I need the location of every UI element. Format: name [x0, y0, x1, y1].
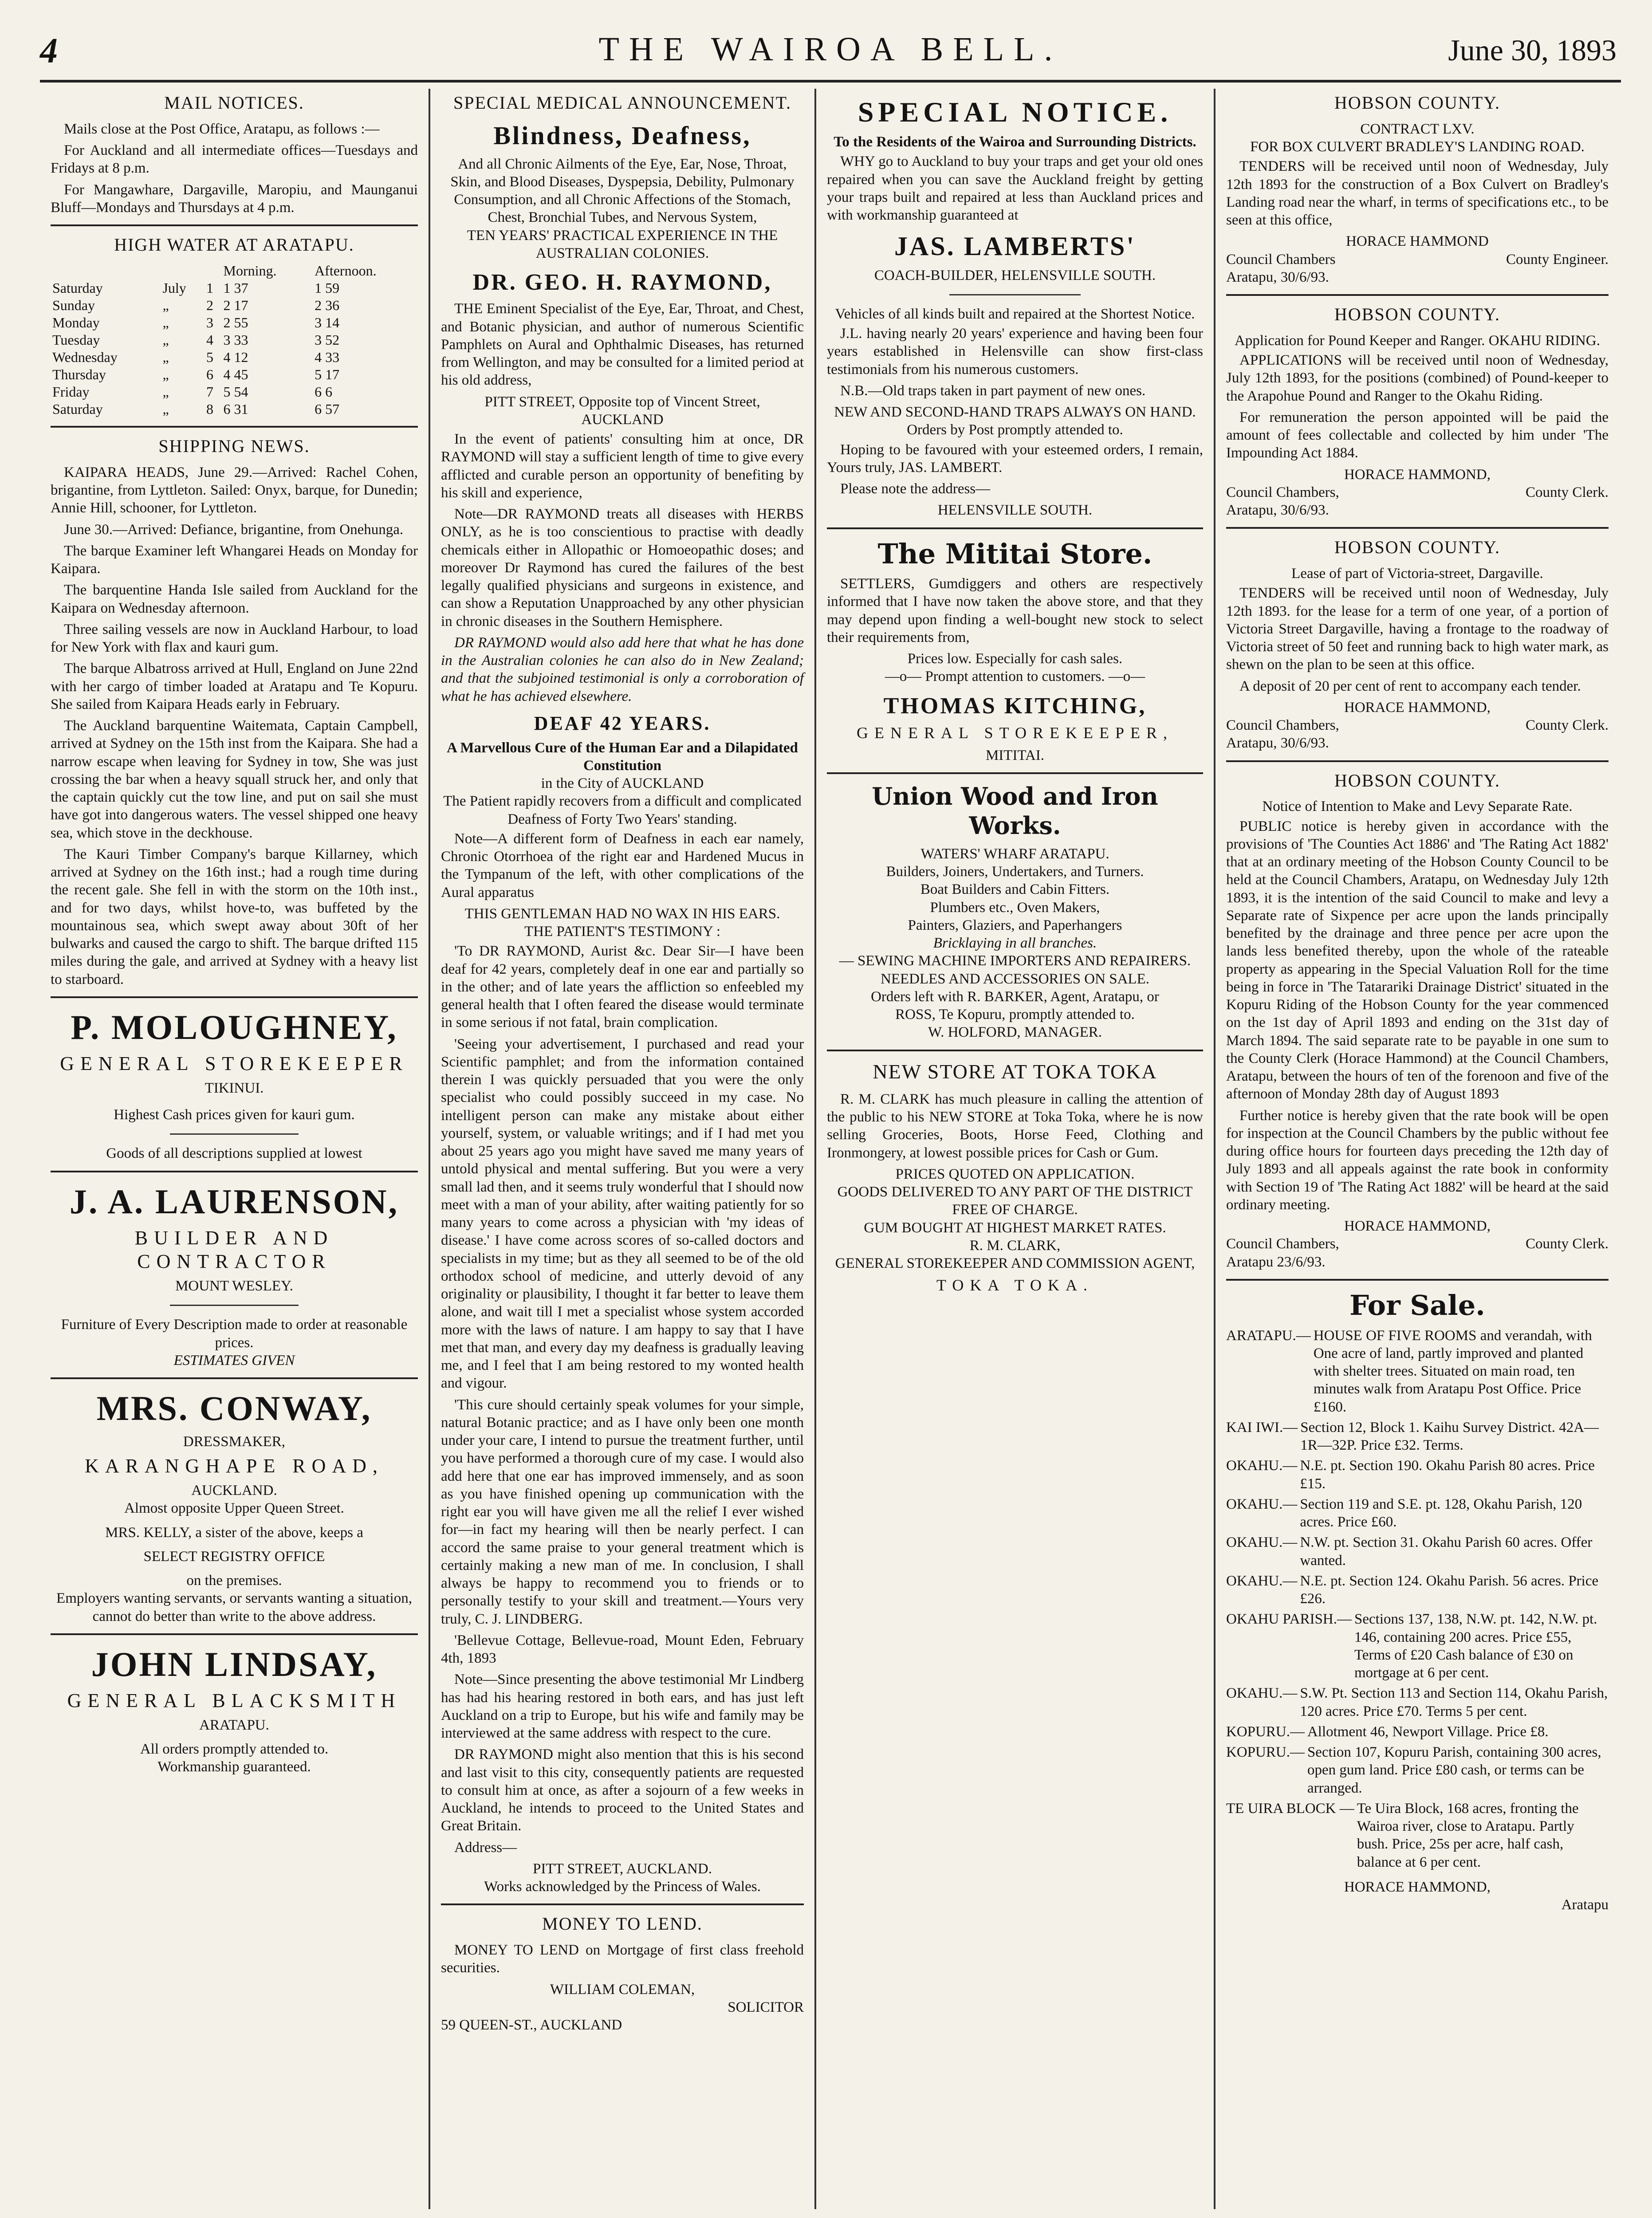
ad-line: on the premises.: [186, 1573, 282, 1589]
tide-month: „: [162, 314, 169, 330]
divider: [827, 1050, 1203, 1051]
columns: [40, 89, 1621, 2209]
shipping-paragraph: Three sailing vessels are now in Auckland Harbour, to load for New York with flax and kauri gum.: [51, 621, 418, 656]
testimony-paragraph: Note—Since presenting the above testimonial Mr Lindberg has had his hearing restored in both ears, and has just left Auckland on a trip to Europe, but his wife and family may be interviewed at the same address with respect to the cure.: [441, 1671, 804, 1742]
union-line: Builders, Joiners, Undertakers, and Turners.: [886, 864, 1144, 880]
divider: [1226, 760, 1609, 762]
county-heading: HOBSON COUNTY.: [1334, 93, 1500, 113]
tide-day: Wednesday: [52, 349, 118, 365]
works-acknowledged: Works acknowledged by the Princess of Wales.: [484, 1879, 761, 1895]
signature-place: Council Chambers,: [1226, 717, 1339, 734]
deaf-subtitle: A Marvellous Cure of the Human Ear and a Dilapidated Constitution: [447, 739, 798, 774]
divider: [1226, 294, 1609, 296]
county-heading: HOBSON COUNTY.: [1334, 304, 1500, 325]
divider: [51, 1377, 418, 1379]
advertiser-trade: BUILDER AND CONTRACTOR: [134, 1227, 334, 1273]
signature-line: [1226, 716, 1609, 734]
tide-header: [51, 262, 418, 279]
tide-am: 2 17: [223, 297, 248, 313]
shipping-paragraph: June 30.—Arrived: Defiance, brigantine, from Onehunga.: [64, 521, 404, 538]
union-line: Plumbers etc., Oven Makers,: [930, 899, 1100, 916]
signature-line: [1226, 251, 1609, 268]
shipping-paragraph: The Auckland barquentine Waitemata, Captain Campbell, arrived at Sydney on the 15th inst from the Kaipara. She had a narrow escape when leaving for Sydney in tow, She was just crossing the bar when a heavy squall struck her, and only that the captain quickly cut the tow line, and put on sail she must have got into dangerous waters. The vessel shipped one heavy sea, which stove in the deckhouse.: [51, 718, 418, 841]
advertiser-trade: DRESSMAKER,: [183, 1434, 286, 1450]
sale-item: [1226, 1572, 1609, 1608]
ad-line: Goods of all descriptions supplied at lowest: [106, 1145, 362, 1162]
sale-place: KAI IWI.—: [1226, 1419, 1298, 1435]
union-wharf: WATERS' WHARF ARATAPU.: [920, 846, 1109, 862]
shipping-news-body: [51, 464, 418, 988]
signatory: HORACE HAMMOND,: [1344, 699, 1491, 716]
testimony-paragraph: 'This cure should certainly speak volumes for your simple, natural Botanic practice; and as I have only been one month under your care, I intend to pursue the treatment further, until you have performed a thorough cure of my case. I would also add here that one ear has improved immensely, and as soon as you have finished opening up communication with the right ear you will have given me all the relief I ever wished for—in fact my hearing will then be nearly perfect. I can accord the same praise to your general treatment which is certainly making a new man of me. In conclusion, I shall always be happy to recommend you to friends or to personally testify to your skill and treatment.—Yours very truly, C. J. LINDBERG.: [441, 1396, 804, 1627]
mititai-title: The Mititai Store.: [877, 537, 1152, 570]
union-line: Painters, Glaziers, and Paperhangers: [908, 917, 1122, 933]
advertiser-place: ARATAPU.: [199, 1717, 269, 1733]
lamberts-line: Hoping to be favoured with your esteemed orders, I remain, Yours truly, JAS. LAMBERT.: [827, 441, 1203, 476]
notice-date: Aratapu 23/6/93.: [1226, 1254, 1326, 1270]
ad-line: Highest Cash prices given for kauri gum.: [114, 1107, 355, 1123]
tide-day: Tuesday: [52, 331, 100, 348]
column-3: [816, 89, 1215, 2209]
sale-place: OKAHU.—: [1226, 1685, 1298, 1702]
sale-place: KOPURU.—: [1226, 1723, 1305, 1740]
notice-date: Aratapu, 30/6/93.: [1226, 735, 1329, 751]
lamberts-line: N.B.—Old traps taken in part payment of new ones.: [840, 382, 1146, 399]
mail-notices-title: MAIL NOTICES.: [164, 93, 304, 113]
page-number: 4: [40, 31, 58, 71]
doctor-name: DR. GEO. H. RAYMOND,: [472, 270, 772, 295]
tide-afternoon-header: Afternoon.: [315, 262, 377, 279]
tide-day: Saturday: [52, 279, 103, 296]
tide-am: 5 54: [223, 384, 248, 400]
ad-line: Employers wanting servants, or servants wanting a situation, cannot do better than write to the above address.: [56, 1590, 412, 1624]
sale-item: [1226, 1723, 1609, 1741]
divider: [1226, 527, 1609, 529]
tide-date: 6: [206, 366, 213, 383]
tide-pm: 5 17: [315, 366, 340, 383]
shipping-paragraph: The barque Examiner left Whangarei Heads on Monday for Kaipara.: [51, 543, 418, 577]
notice-subject: Application for Pound Keeper and Ranger. OKAHU RIDING.: [1235, 332, 1600, 349]
sale-place: OKAHU.—: [1226, 1573, 1298, 1589]
tide-am: 2 55: [223, 314, 248, 330]
union-line: Bricklaying in all branches.: [933, 935, 1097, 952]
money-to-lend-title: MONEY TO LEND.: [542, 1914, 703, 1934]
sale-description: S.W. Pt. Section 113 and Section 114, Okahu Parish, 120 acres. Price £70. Terms 5 per cent.: [1300, 1685, 1608, 1719]
advertiser-road: KARANGHAPE ROAD,: [85, 1455, 384, 1477]
signature-line: [1226, 1235, 1609, 1253]
toka-toka-line: GOODS DELIVERED TO ANY PART OF THE DISTRICT FREE OF CHARGE.: [837, 1184, 1193, 1218]
ad-line: Workmanship guaranteed.: [157, 1759, 311, 1775]
sale-description: Section 107, Kopuru Parish, containing 300 acres, open gum land. Price £80 cash, or terms can be arranged.: [1307, 1744, 1601, 1796]
tide-pm: 6 6: [315, 384, 333, 400]
sale-description: N.E. pt. Section 124. Okahu Parish. 56 acres. Price £26.: [1300, 1573, 1599, 1607]
medical-intro: And all Chronic Ailments of the Eye, Ear, Nose, Throat, Skin, and Blood Diseases, Dyspepsia, Debility, Pulmonary Consumption, and all Chronic Affections of the Stomach, Chest, Bronchial Tubes, and Nervous System,: [450, 156, 795, 226]
advertiser-trade: GENERAL BLACKSMITH: [67, 1689, 401, 1711]
notice-text: A deposit of 20 per cent of rent to accompany each tender.: [1239, 678, 1581, 694]
testimony-paragraph: 'Seeing your advertisement, I purchased and read your Scientific pamphlet; and from the information contained therein I was quickly persuaded that you were the only specialist who could possibly succeed in my case. No intelligent person can make any mistake about either yourself, system, or valuable writings; and if I had met you about 25 years ago you might have saved me many years of untold physical and mental suffering. But you were a very small lad then, and it seems truly wonderful that I should now meet with a man of your ability, after waiting patiently for so many years to come across a physician with 'my ideas of disease.' I have come across scores of so-called doctors and specialists in my time; but as they all seemed to be of the old orthodox school of medicine, and utterly devoid of any originality or plausibility, I thought it far better to leave them alone, and wait till I met a specialist whose system accorded more with the laws of nature. I am happy to say that I have met that man, and every day my deafness is gradually leaving me, and I feel that I am being restored to my wonted health and vigour.: [441, 1036, 804, 1392]
sale-description: Section 12, Block 1. Kaihu Survey District. 42A—1R—32P. Price £32. Terms.: [1300, 1419, 1599, 1454]
divider: [170, 1305, 299, 1306]
notice-text: TENDERS will be received until noon of Wednesday, July 12th 1893. for the lease for a term of one year, of a portion of Victoria Street Dargaville, having a frontage to the roadway of Victoria street of 50 feet and running back to high water mark, as shewn on the plan to be seen at this office.: [1226, 585, 1609, 673]
toka-toka-place: TOKA TOKA.: [936, 1276, 1094, 1294]
tide-row: [51, 279, 418, 297]
union-line: — SEWING MACHINE IMPORTERS AND REPAIRERS.: [839, 953, 1191, 969]
special-announcement: SPECIAL MEDICAL ANNOUNCEMENT.: [453, 93, 792, 113]
union-manager: W. HOLFORD, MANAGER.: [928, 1024, 1102, 1041]
tide-pm: 6 57: [315, 401, 340, 417]
toka-toka-name: R. M. CLARK,: [969, 1237, 1061, 1254]
medical-paragraph: THE Eminent Specialist of the Eye, Ear, Throat, and Chest, and Botanic physician, and author of numerous Scientific Pamphlets on Aural and Ophthalmic Diseases, has returned from Wellington, and may be consulted for a limited period at his old address,: [441, 301, 804, 389]
contract-subject: FOR BOX CULVERT BRADLEY'S LANDING ROAD.: [1250, 139, 1585, 155]
divider: [51, 1171, 418, 1172]
toka-toka-line: GUM BOUGHT AT HIGHEST MARKET RATES.: [864, 1219, 1166, 1236]
signature-role: County Clerk.: [1526, 1236, 1609, 1252]
tide-day: Thursday: [52, 366, 106, 383]
lamberts-line: HELENSVILLE SOUTH.: [937, 502, 1093, 519]
advertiser-name: MRS. CONWAY,: [96, 1389, 372, 1428]
sale-item: [1226, 1610, 1609, 1682]
sale-item: [1226, 1457, 1609, 1493]
advertiser-name: P. MOLOUGHNEY,: [71, 1007, 398, 1046]
tide-day: Saturday: [52, 401, 103, 417]
testimony-title: THE PATIENT'S TESTIMONY :: [524, 924, 720, 940]
testimony-paragraph: DR RAYMOND might also mention that this is his second and last visit to this city, consequently patients are requested to consult him at once, as after a sojourn of a few weeks in Auckland, he intends to proceed to the United States and Great Britain.: [441, 1746, 804, 1834]
ad-line: ESTIMATES GIVEN: [173, 1352, 295, 1369]
lamberts-line: Orders by Post promptly attended to.: [907, 422, 1123, 438]
mail-line: Mails close at the Post Office, Aratapu, as follows :—: [64, 121, 380, 137]
issue-date: June 30, 1893: [1448, 33, 1617, 67]
tide-month: „: [162, 349, 169, 365]
tide-am: 3 33: [223, 331, 248, 348]
sale-place: KOPURU.—: [1226, 1744, 1305, 1761]
lamberts-name: JAS. LAMBERTS': [894, 232, 1136, 261]
advertiser-name: JOHN LINDSAY,: [91, 1644, 378, 1683]
sale-description: Sections 137, 138, N.W. pt. 142, N.W. pt. 146, containing 200 acres. Price £55, Terms of £20 Cash balance of £30 on mortgage at 6 per cent.: [1354, 1611, 1597, 1681]
divider: [51, 996, 418, 998]
tide-month: „: [162, 366, 169, 383]
lamberts-line: J.L. having nearly 20 years' experience and having been four years established in Helensville can show first-class testimonials from his numerous customers.: [827, 326, 1203, 378]
union-line: Orders left with R. BARKER, Agent, Aratapu, or: [871, 988, 1159, 1005]
divider: [170, 1133, 299, 1135]
tide-row: [51, 331, 418, 349]
testimony-paragraph: 'To DR RAYMOND, Aurist &c. Dear Sir—I have been deaf for 42 years, completely deaf in one ear and partially so in the other; and of late years the affliction so enfeebled my general health that I often feared the disease would terminate in some serious if not fatal, brain complication.: [441, 943, 804, 1031]
medical-paragraph: Note—DR RAYMOND treats all diseases with HERBS ONLY, as he is too conscientious to practise with deadly chemicals either in Allopathic or Homoeopathic doses; and moreover Dr Raymond has cured the failures of the best legally qualified physicians and surgeons in existence, and can show a Reputation Unapproached by any other physician in chronic diseases in the Southern Hemisphere.: [441, 506, 804, 629]
sale-item: [1226, 1419, 1609, 1455]
address-value: PITT STREET, AUCKLAND.: [533, 1860, 712, 1877]
ad-line: All orders promptly attended to.: [140, 1741, 329, 1757]
sale-item: [1226, 1800, 1609, 1871]
signature-role: County Clerk.: [1526, 484, 1609, 500]
county-heading: HOBSON COUNTY.: [1334, 770, 1500, 790]
toka-toka-trade: GENERAL STOREKEEPER AND COMMISSION AGENT,: [835, 1255, 1195, 1272]
testimony-paragraph: 'Bellevue Cottage, Bellevue-road, Mount Eden, February 4th, 1893: [441, 1632, 804, 1667]
kitching-name: THOMAS KITCHING,: [883, 693, 1147, 719]
divider: [827, 527, 1203, 529]
medical-paragraph: In the event of patients' consulting him at once, DR RAYMOND will stay a sufficient length of time to give every afflicted and curable person an opportunity of benefiting by his skill and experience,: [441, 431, 804, 501]
tide-pm: 1 59: [315, 279, 340, 296]
tide-date: 2: [206, 297, 213, 313]
solicitor-address: 59 QUEEN-ST., AUCKLAND: [441, 2017, 622, 2033]
ad-line: Almost opposite Upper Queen Street.: [124, 1500, 344, 1517]
lamberts-line: Vehicles of all kinds built and repaired at the Shortest Notice.: [835, 306, 1195, 322]
mail-line: For Mangawhare, Dargaville, Maropiu, and Maunganui Bluff—Mondays and Thursdays at 4 p.m.: [51, 181, 418, 216]
notice-text: For remuneration the person appointed will be paid the amount of fees collectable and collected by him under 'The Impounding Act 1884.: [1226, 409, 1609, 461]
signatory: HORACE HAMMOND,: [1344, 466, 1491, 483]
tide-day: Monday: [52, 314, 100, 330]
union-works-title: Union Wood and Iron Works.: [872, 782, 1158, 840]
tide-row: [51, 314, 418, 331]
tide-date: 7: [206, 384, 213, 400]
mititai-line: —o— Prompt attention to customers. —o—: [885, 669, 1145, 685]
sale-item: [1226, 1684, 1609, 1720]
for-sale-list: [1226, 1327, 1609, 1871]
tide-date: 4: [206, 331, 213, 348]
sale-description: Allotment 46, Newport Village. Price £8.: [1307, 1723, 1549, 1740]
tide-month: „: [162, 297, 169, 313]
sale-place: OKAHU PARISH.—: [1226, 1611, 1352, 1628]
sale-description: Te Uira Block, 168 acres, fronting the Wairoa river, close to Aratapu. Partly bush. Price, 25s per acre, half cash, balance at 6 per cent.: [1357, 1800, 1579, 1870]
tide-row: [51, 401, 418, 418]
medical-paragraph: DR RAYMOND would also add here that what he has done in the Australian colonies he can also do in New Zealand; and that the subjoined testimonial is only a corroboration of what he has achieved elsewhere.: [441, 634, 804, 704]
notice-text: Further notice is hereby given that the rate book will be open for inspection at the Council Chambers by the public without fee during office hours for fourteen days preceding the 12th day of July 1893 and all appeals against the rate book in conformity with Section 19 of 'The Rating Act 1882' will be heard at the said ordinary meeting.: [1226, 1107, 1609, 1213]
signature-role: County Clerk.: [1526, 717, 1609, 734]
kitching-place: MITITAI.: [985, 747, 1045, 763]
tide-pm: 4 33: [315, 349, 340, 365]
divider: [827, 772, 1203, 774]
tide-date: 3: [206, 314, 213, 330]
tide-day: Friday: [52, 384, 90, 400]
deaf-note: Note—A different form of Deafness in each ear namely, Chronic Otorrhoea of the right ear and Hardened Mucus in the Tympanum of the left, with other complications of the Aural apparatus: [441, 830, 804, 901]
sale-place: TE UIRA BLOCK —: [1226, 1800, 1354, 1817]
signatory: HORACE HAMMOND: [1346, 233, 1489, 250]
lamberts-line: NEW AND SECOND-HAND TRAPS ALWAYS ON HAND.: [834, 404, 1196, 421]
newspaper-title: THE WAIROA BELL.: [598, 31, 1062, 68]
address-label: Address—: [454, 1839, 517, 1856]
sale-description: N.W. pt. Section 31. Okahu Parish 60 acres. Offer wanted.: [1300, 1534, 1593, 1569]
tide-row: [51, 349, 418, 366]
solicitor-role: SOLICITOR: [728, 1999, 804, 2015]
advertiser-place: MOUNT WESLEY.: [175, 1278, 293, 1294]
sale-item: [1226, 1327, 1609, 1416]
tide-am: 1 37: [223, 279, 248, 296]
column-1: [40, 89, 430, 2209]
tide-am: 4 45: [223, 366, 248, 383]
divider: [51, 426, 418, 428]
mititai-line: Prices low. Especially for cash sales.: [907, 651, 1123, 667]
union-line: NEEDLES AND ACCESSORIES ON SALE.: [881, 971, 1149, 987]
ad-line: MRS. KELLY, a sister of the above, keeps a: [105, 1524, 363, 1541]
tide-day: Sunday: [52, 297, 95, 313]
signature-line: [1226, 484, 1609, 501]
ad-line: Furniture of Every Description made to order at reasonable prices.: [61, 1317, 408, 1351]
column-2: [430, 89, 816, 2209]
tide-pm: 2 36: [315, 297, 340, 313]
toka-toka-title: NEW STORE AT TOKA TOKA: [873, 1060, 1157, 1083]
signatory: HORACE HAMMOND,: [1344, 1879, 1491, 1895]
notice-date: Aratapu, 30/6/93.: [1226, 502, 1329, 519]
kitching-trade: GENERAL STOREKEEPER,: [856, 724, 1173, 742]
special-notice-title: SPECIAL NOTICE.: [857, 96, 1172, 128]
solicitor-name: WILLIAM COLEMAN,: [550, 1981, 695, 1998]
toka-toka-line: PRICES QUOTED ON APPLICATION.: [895, 1166, 1135, 1182]
sale-description: N.E. pt. Section 190. Okahu Parish 80 acres. Price £15.: [1300, 1458, 1595, 1492]
shipping-news-title: SHIPPING NEWS.: [158, 436, 310, 456]
shipping-paragraph: The Kauri Timber Company's barque Killarney, which arrived at Sydney on the 16th inst.; had a rough time during the recent gale. She fell in with the storm on the 10th inst., and for two days, whilst hove-to, was buffeted by the mountainous sea, which swept away about 30ft of her bulwarks and caused the cargo to shift. The barque drifted 115 miles during the gale, and arrived at Sydney with a heavy list to starboard.: [51, 846, 418, 987]
medical-headline: Blindness, Deafness,: [493, 121, 751, 150]
contract-number: CONTRACT LXV.: [1360, 121, 1475, 137]
advertiser-place: TIKINUI.: [205, 1080, 264, 1096]
tide-month: „: [162, 384, 169, 400]
signature-place: Aratapu: [1561, 1897, 1609, 1913]
divider: [1226, 1279, 1609, 1281]
shipping-paragraph: KAIPARA HEADS, June 29.—Arrived: Rachel Cohen, brigantine, from Lyttleton. Sailed: Onyx, barque, for Dunedin; Annie Hill, schooner, for Lyttleton.: [51, 464, 418, 516]
sale-item: [1226, 1534, 1609, 1569]
toka-toka-text: R. M. CLARK has much pleasure in calling the attention of the public to his NEW STORE at Toka Toka, where he is now selling Groceries, Boots, Horse Feed, Clothing and Ironmongery, at lowest possible prices for Cash or Gum.: [827, 1091, 1203, 1161]
tide-month: „: [162, 401, 169, 417]
tide-date: 5: [206, 349, 213, 365]
masthead: [40, 27, 1621, 83]
sale-place: OKAHU.—: [1226, 1496, 1298, 1512]
sale-place: OKAHU.—: [1226, 1458, 1298, 1474]
sale-description: HOUSE OF FIVE ROOMS and verandah, with One acre of land, partly improved and planted with shelter trees. Situated on main road, ten minutes walk from Aratapu Post Office. Price £160.: [1313, 1327, 1592, 1415]
signature-place: Council Chambers,: [1226, 484, 1339, 500]
mail-line: For Auckland and all intermediate offices—Tuesdays and Fridays at 8 p.m.: [51, 142, 418, 177]
no-wax-line: THIS GENTLEMAN HAD NO WAX IN HIS EARS.: [464, 905, 780, 922]
divider: [441, 1903, 804, 1905]
doctor-city: AUCKLAND: [581, 411, 664, 428]
ad-line: SELECT REGISTRY OFFICE: [143, 1548, 325, 1565]
notice-subject: Lease of part of Victoria-street, Dargaville.: [1291, 566, 1543, 582]
union-line: Boat Builders and Cabin Fitters.: [920, 881, 1110, 898]
advertiser-trade: GENERAL STOREKEEPER: [60, 1053, 409, 1075]
county-heading: HOBSON COUNTY.: [1334, 537, 1500, 558]
lamberts-trade: COACH-BUILDER, HELENSVILLE SOUTH.: [874, 267, 1156, 283]
divider: [949, 294, 1081, 295]
testimony-body: [441, 942, 804, 1835]
tide-table: [51, 262, 418, 418]
sale-item: [1226, 1743, 1609, 1797]
sale-place: ARATAPU.—: [1226, 1327, 1311, 1344]
advertiser-city: AUCKLAND.: [191, 1483, 277, 1499]
high-water-title: HIGH WATER AT ARATAPU.: [114, 235, 354, 255]
tide-pm: 3 14: [315, 314, 340, 330]
tide-row: [51, 366, 418, 383]
signature-place: Council Chambers,: [1226, 1236, 1339, 1252]
mititai-text: SETTLERS, Gumdiggers and others are respectively informed that I have now taken the above store, and that they may depend upon finding a well-bought new stock to select their requirements from,: [827, 576, 1203, 645]
experience-line: TEN YEARS' PRACTICAL EXPERIENCE IN THE AUSTRALIAN COLONIES.: [467, 227, 778, 261]
notice-text: PUBLIC notice is hereby given in accordance with the provisions of 'The Counties Act 1886' and 'The Rating Act 1882' that at an ordinary meeting of the Hobson County Council to be held at the Council Chambers, Aratapu, on Wednesday July 12th 1893, it is the intention of the said Council to make and levy a Separate rate of Sixpence per acre upon the lands principally benefited by the drainage and three pence per acre upon the lands less benefited thereby, upon the whole of the rateable property as appearing in the Special Valuation Roll for the time being in force in 'The Tatarariki Drainage District' situated in the Kopuru Riding of the Hobson County for the year commenced on the 1st day of April 1893 and ending on the 31st day of March 1894. The said separate rate to be payable in one sum to the County Clerk (Horace Hammond) at the Council Chambers, Aratapu, between the hours of ten of the forenoon and five of the afternoon of Monday 28th day of August 1893: [1226, 818, 1609, 1102]
deaf-title: DEAF 42 YEARS.: [534, 712, 711, 734]
tide-row: [51, 383, 418, 401]
tide-date: 8: [206, 401, 213, 417]
special-notice-to: To the Residents of the Wairoa and Surrounding Districts.: [834, 134, 1196, 150]
tide-date: 1: [206, 279, 213, 296]
tide-am: 4 12: [223, 349, 248, 365]
divider: [51, 1633, 418, 1635]
notice-subject: Notice of Intention to Make and Levy Separate Rate.: [1262, 798, 1573, 815]
notice-text: APPLICATIONS will be received until noon of Wednesday, July 12th 1893, for the positions (combined) of Pound-keeper to the Arapohue Pound and Ranger to the Okahu Riding.: [1226, 352, 1609, 404]
sale-description: Section 119 and S.E. pt. 128, Okahu Parish, 120 acres. Price £60.: [1300, 1496, 1582, 1530]
signature-role: County Engineer.: [1506, 251, 1609, 267]
tide-am: 6 31: [223, 401, 248, 417]
tide-morning-header: Morning.: [223, 262, 277, 279]
money-to-lend-text: MONEY TO LEND on Mortgage of first class freehold securities.: [441, 1942, 804, 1976]
deaf-summary: The Patient rapidly recovers from a difficult and complicated Deafness of Forty Two Years' standing.: [443, 793, 802, 827]
tide-month: July: [162, 279, 186, 296]
column-4: [1215, 89, 1619, 2209]
for-sale-title: For Sale.: [1349, 1289, 1485, 1321]
notice-date: Aratapu, 30/6/93.: [1226, 269, 1329, 285]
sale-place: OKAHU.—: [1226, 1534, 1298, 1551]
special-notice-text: WHY go to Auckland to buy your traps and get your old ones repaired when you can save the Auckland freight by getting your traps built and repaired at less than Auckland prices and with workmanship guaranteed at: [827, 153, 1203, 224]
contract-text: TENDERS will be received until noon of Wednesday, July 12th 1893 for the construction of a Box Culvert on Bradley's Landing road near the wharf, in terms of specifications etc., to be seen at this office,: [1226, 158, 1609, 228]
tide-row: [51, 297, 418, 314]
doctor-address: PITT STREET, Opposite top of Vincent Street,: [484, 393, 760, 410]
deaf-city: in the City of AUCKLAND: [541, 775, 704, 792]
tide-month: „: [162, 331, 169, 348]
union-line: ROSS, Te Kopuru, promptly attended to.: [895, 1007, 1135, 1023]
sale-item: [1226, 1495, 1609, 1531]
signature-place: Council Chambers: [1226, 251, 1336, 267]
lamberts-line: Please note the address—: [840, 481, 991, 497]
shipping-paragraph: The barquentine Handa Isle sailed from Auckland for the Kaipara on Wednesday afternoon.: [51, 582, 418, 616]
signatory: HORACE HAMMOND,: [1344, 1218, 1491, 1235]
divider: [51, 224, 418, 226]
advertiser-name: J. A. LAURENSON,: [69, 1182, 399, 1221]
tide-pm: 3 52: [315, 331, 340, 348]
shipping-paragraph: The barque Albatross arrived at Hull, England on June 22nd with her cargo of timber loaded at Aratapu and Te Kopuru. She sailed from Kaipara Heads early in February.: [51, 661, 418, 712]
